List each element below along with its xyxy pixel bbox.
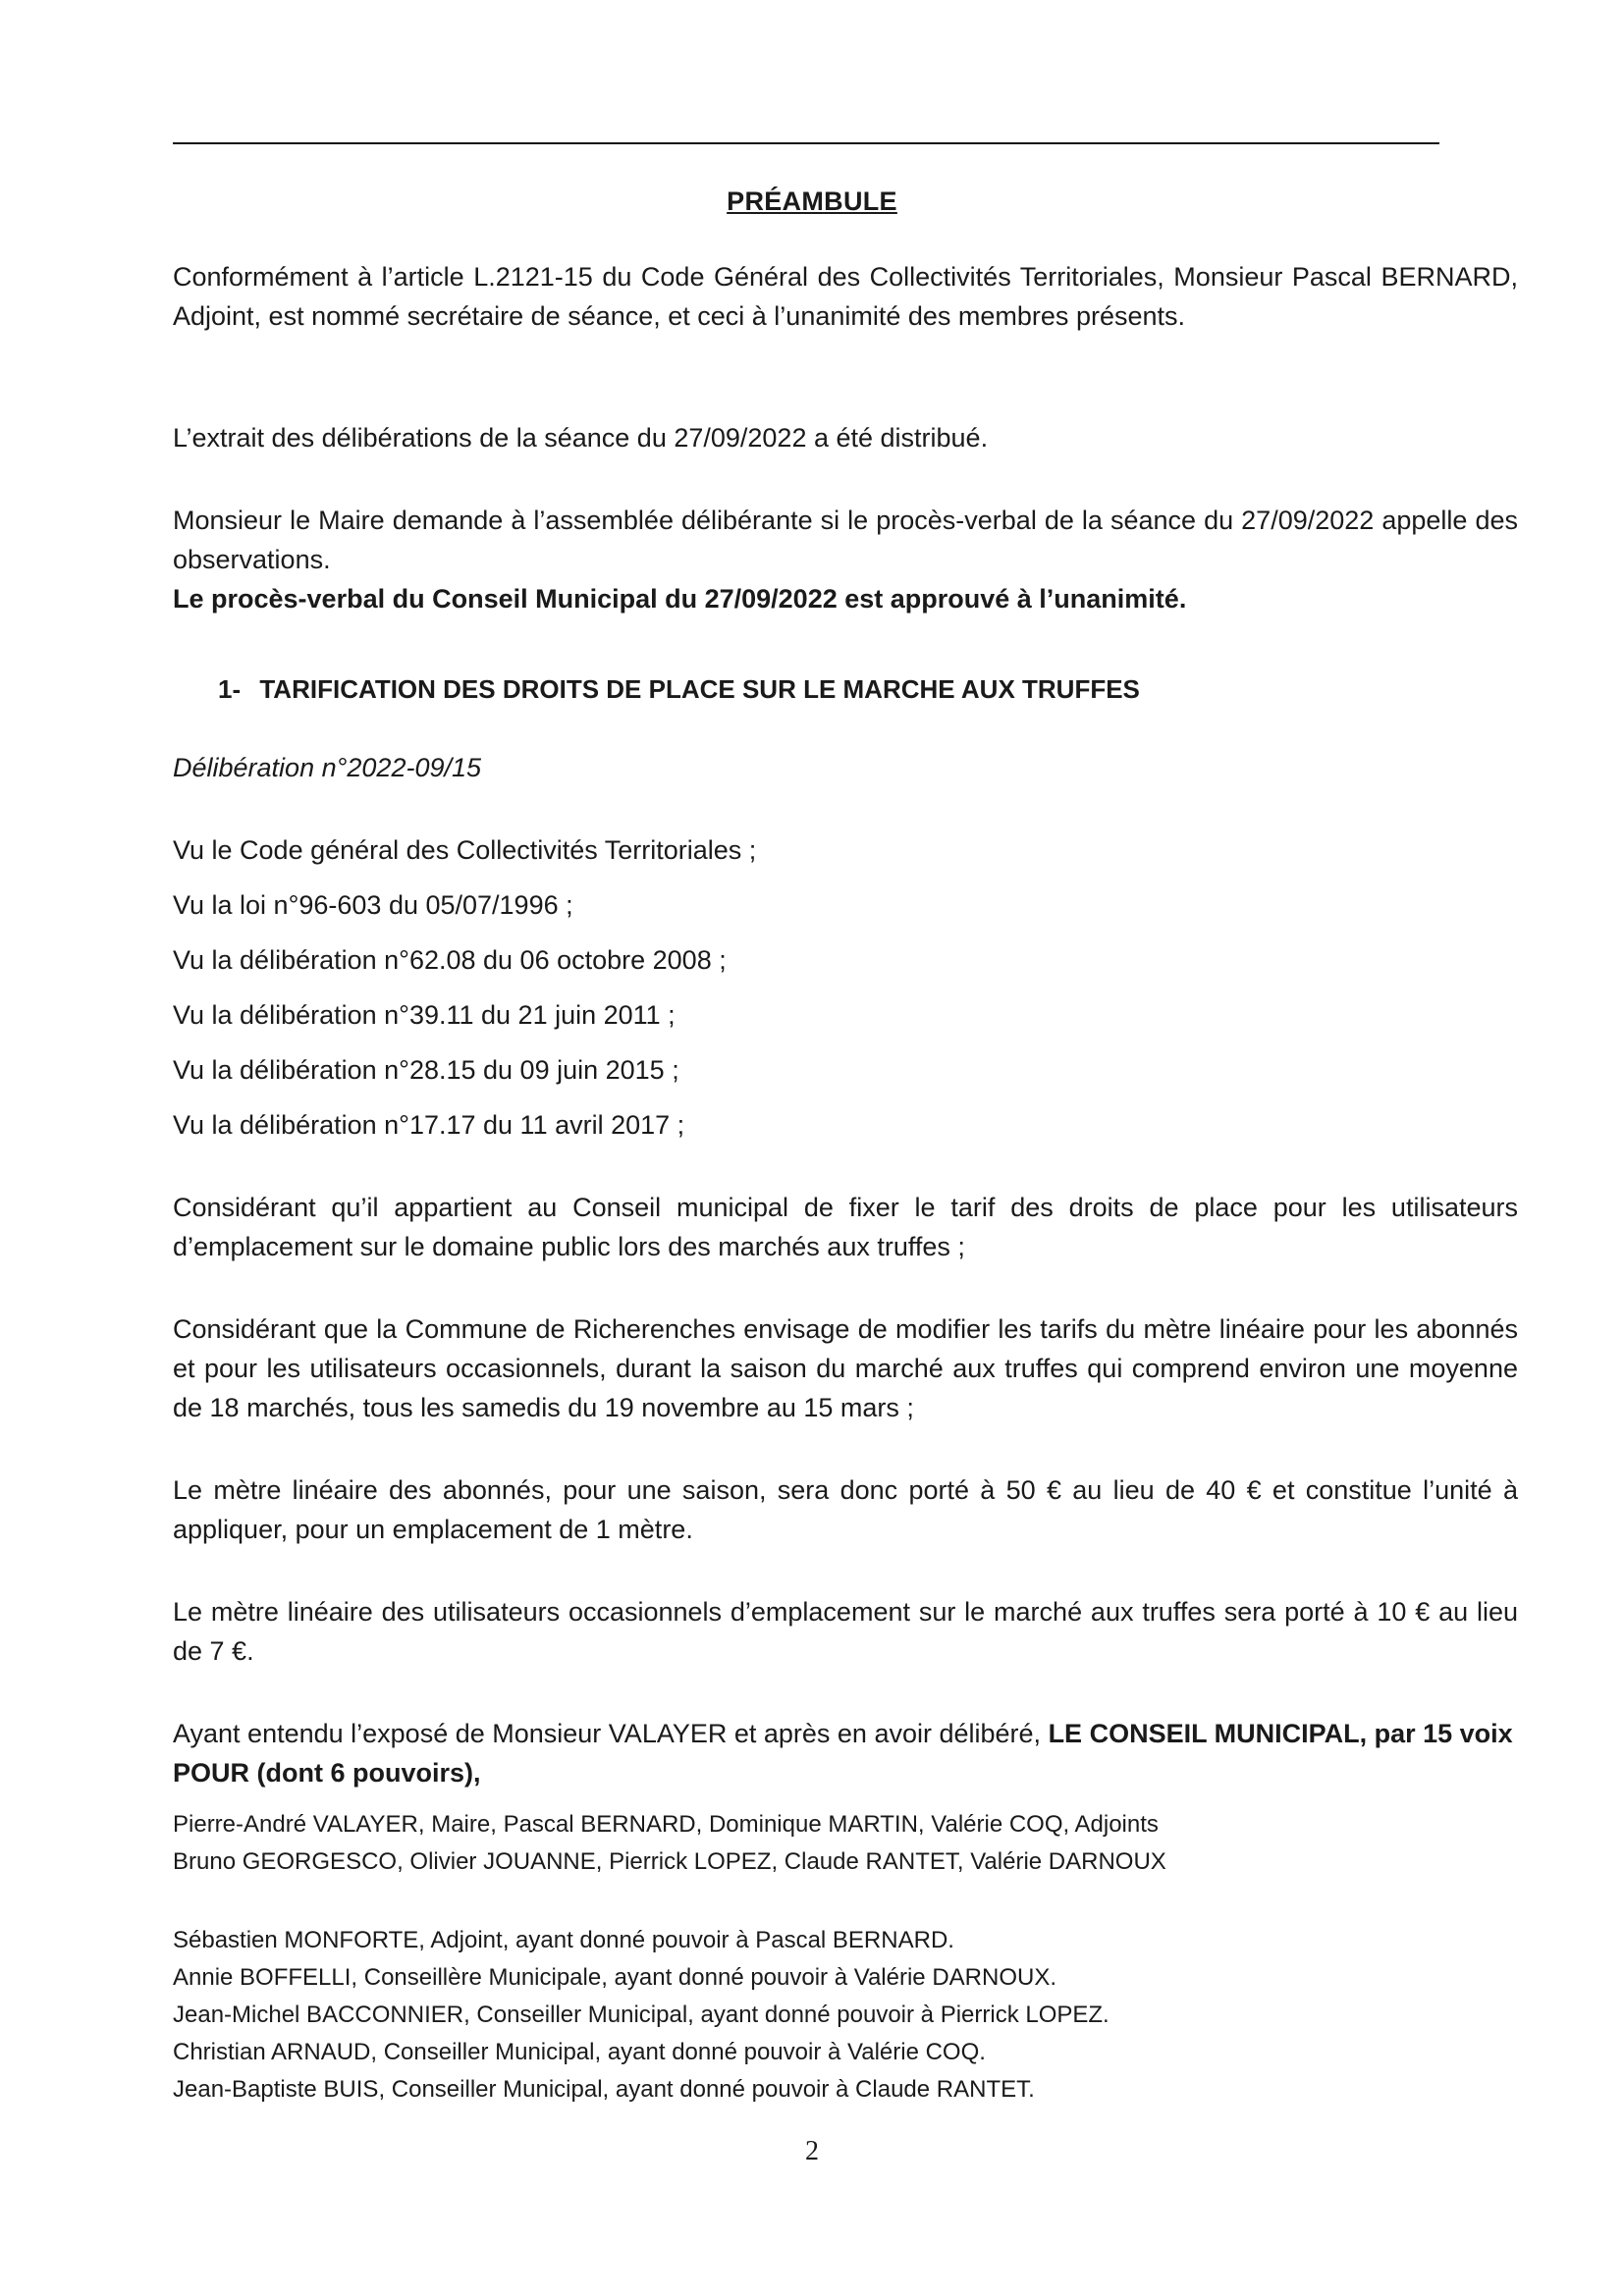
present-members-list (173, 1806, 1449, 1881)
top-rule (173, 142, 1439, 144)
proxy-line: Christian ARNAUD, Conseiller Municipal, ayant donné pouvoir à Valérie COQ. (173, 2039, 986, 2065)
proxy-list (173, 1922, 1449, 2109)
preambule-paragraph-3 (173, 501, 1518, 618)
abonnes-tariff-paragraph: Le mètre linéaire des abonnés, pour une saison, sera donc porté à 50 € au lieu de 40 € et constitue l’unité à appliquer, pour un emplacement de 1 mètre. (173, 1475, 1518, 1544)
proxy-line: Sébastien MONFORTE, Adjoint, ayant donné pouvoir à Pascal BERNARD. (173, 1927, 954, 1953)
present-members-line: Pierre-André VALAYER, Maire, Pascal BERNARD, Dominique MARTIN, Valérie COQ, Adjoints (173, 1811, 1159, 1838)
vu-item: Vu la délibération n°17.17 du 11 avril 2017 ; (173, 1110, 685, 1140)
approval-statement: Le procès-verbal du Conseil Municipal du 27/09/2022 est approuvé à l’unanimité. (173, 584, 1187, 614)
page-title: PRÉAMBULE (727, 187, 897, 216)
preambule-paragraph-3-text: Monsieur le Maire demande à l’assemblée délibérante si le procès-verbal de la séance du 27/09/2022 appelle des observations. (173, 506, 1518, 574)
proxy-line: Jean-Michel BACCONNIER, Conseiller Municipal, ayant donné pouvoir à Pierrick LOPEZ. (173, 2002, 1110, 2028)
vote-result: LE CONSEIL MUNICIPAL, par 15 voix POUR (dont 6 pouvoirs), (173, 1719, 1513, 1788)
vote-intro: Ayant entendu l’exposé de Monsieur VALAYER et après en avoir délibéré, (173, 1719, 1042, 1748)
preambule-paragraph-2: L’extrait des délibérations de la séance du 27/09/2022 a été distribué. (173, 423, 989, 453)
vu-item: Vu la délibération n°39.11 du 21 juin 2011 ; (173, 1000, 676, 1030)
present-members-line: Bruno GEORGESCO, Olivier JOUANNE, Pierrick LOPEZ, Claude RANTET, Valérie DARNOUX (173, 1848, 1166, 1875)
section-title: TARIFICATION DES DROITS DE PLACE SUR LE MARCHE AUX TRUFFES (259, 674, 1140, 704)
vu-item: Vu la délibération n°62.08 du 06 octobre 2008 ; (173, 945, 727, 975)
vu-item: Vu la délibération n°28.15 du 09 juin 2015 ; (173, 1055, 679, 1085)
proxy-line: Annie BOFFELLI, Conseillère Municipale, ayant donné pouvoir à Valérie DARNOUX. (173, 1964, 1056, 1991)
vu-item: Vu la loi n°96-603 du 05/07/1996 ; (173, 890, 573, 920)
occasionnels-tariff-paragraph: Le mètre linéaire des utilisateurs occasionnels d’emplacement sur le marché aux truffes sera porté à 10 € au lieu de 7 €. (173, 1597, 1518, 1666)
vu-item: Vu le Code général des Collectivités Territoriales ; (173, 835, 757, 865)
proxy-line: Jean-Baptiste BUIS, Conseiller Municipal, ayant donné pouvoir à Claude RANTET. (173, 2076, 1035, 2103)
vote-paragraph (173, 1714, 1518, 1792)
deliberation-number: Délibération n°2022-09/15 (173, 753, 482, 782)
preambule-paragraph-1: Conformément à l’article L.2121-15 du Code Général des Collectivités Territoriales, Monsieur Pascal BERNARD, Adjoint, est nommé secrétaire de séance, et ceci à l’unanimité des membres présents. (173, 262, 1518, 331)
considerant-paragraph-2: Considérant que la Commune de Richerenches envisage de modifier les tarifs du mètre linéaire pour les abonnés et pour les utilisateurs occasionnels, durant la saison du marché aux truffes qui comprend environ une moyenne de 18 marchés, tous les samedis du 19 novembre au 15 mars ; (173, 1314, 1518, 1422)
section-heading (218, 669, 1140, 709)
section-number: 1- (218, 674, 242, 704)
considerant-paragraph-1: Considérant qu’il appartient au Conseil municipal de fixer le tarif des droits de place pour les utilisateurs d’emplacement sur le domaine public lors des marchés aux truffes ; (173, 1193, 1518, 1261)
page-number: 2 (805, 2136, 819, 2166)
